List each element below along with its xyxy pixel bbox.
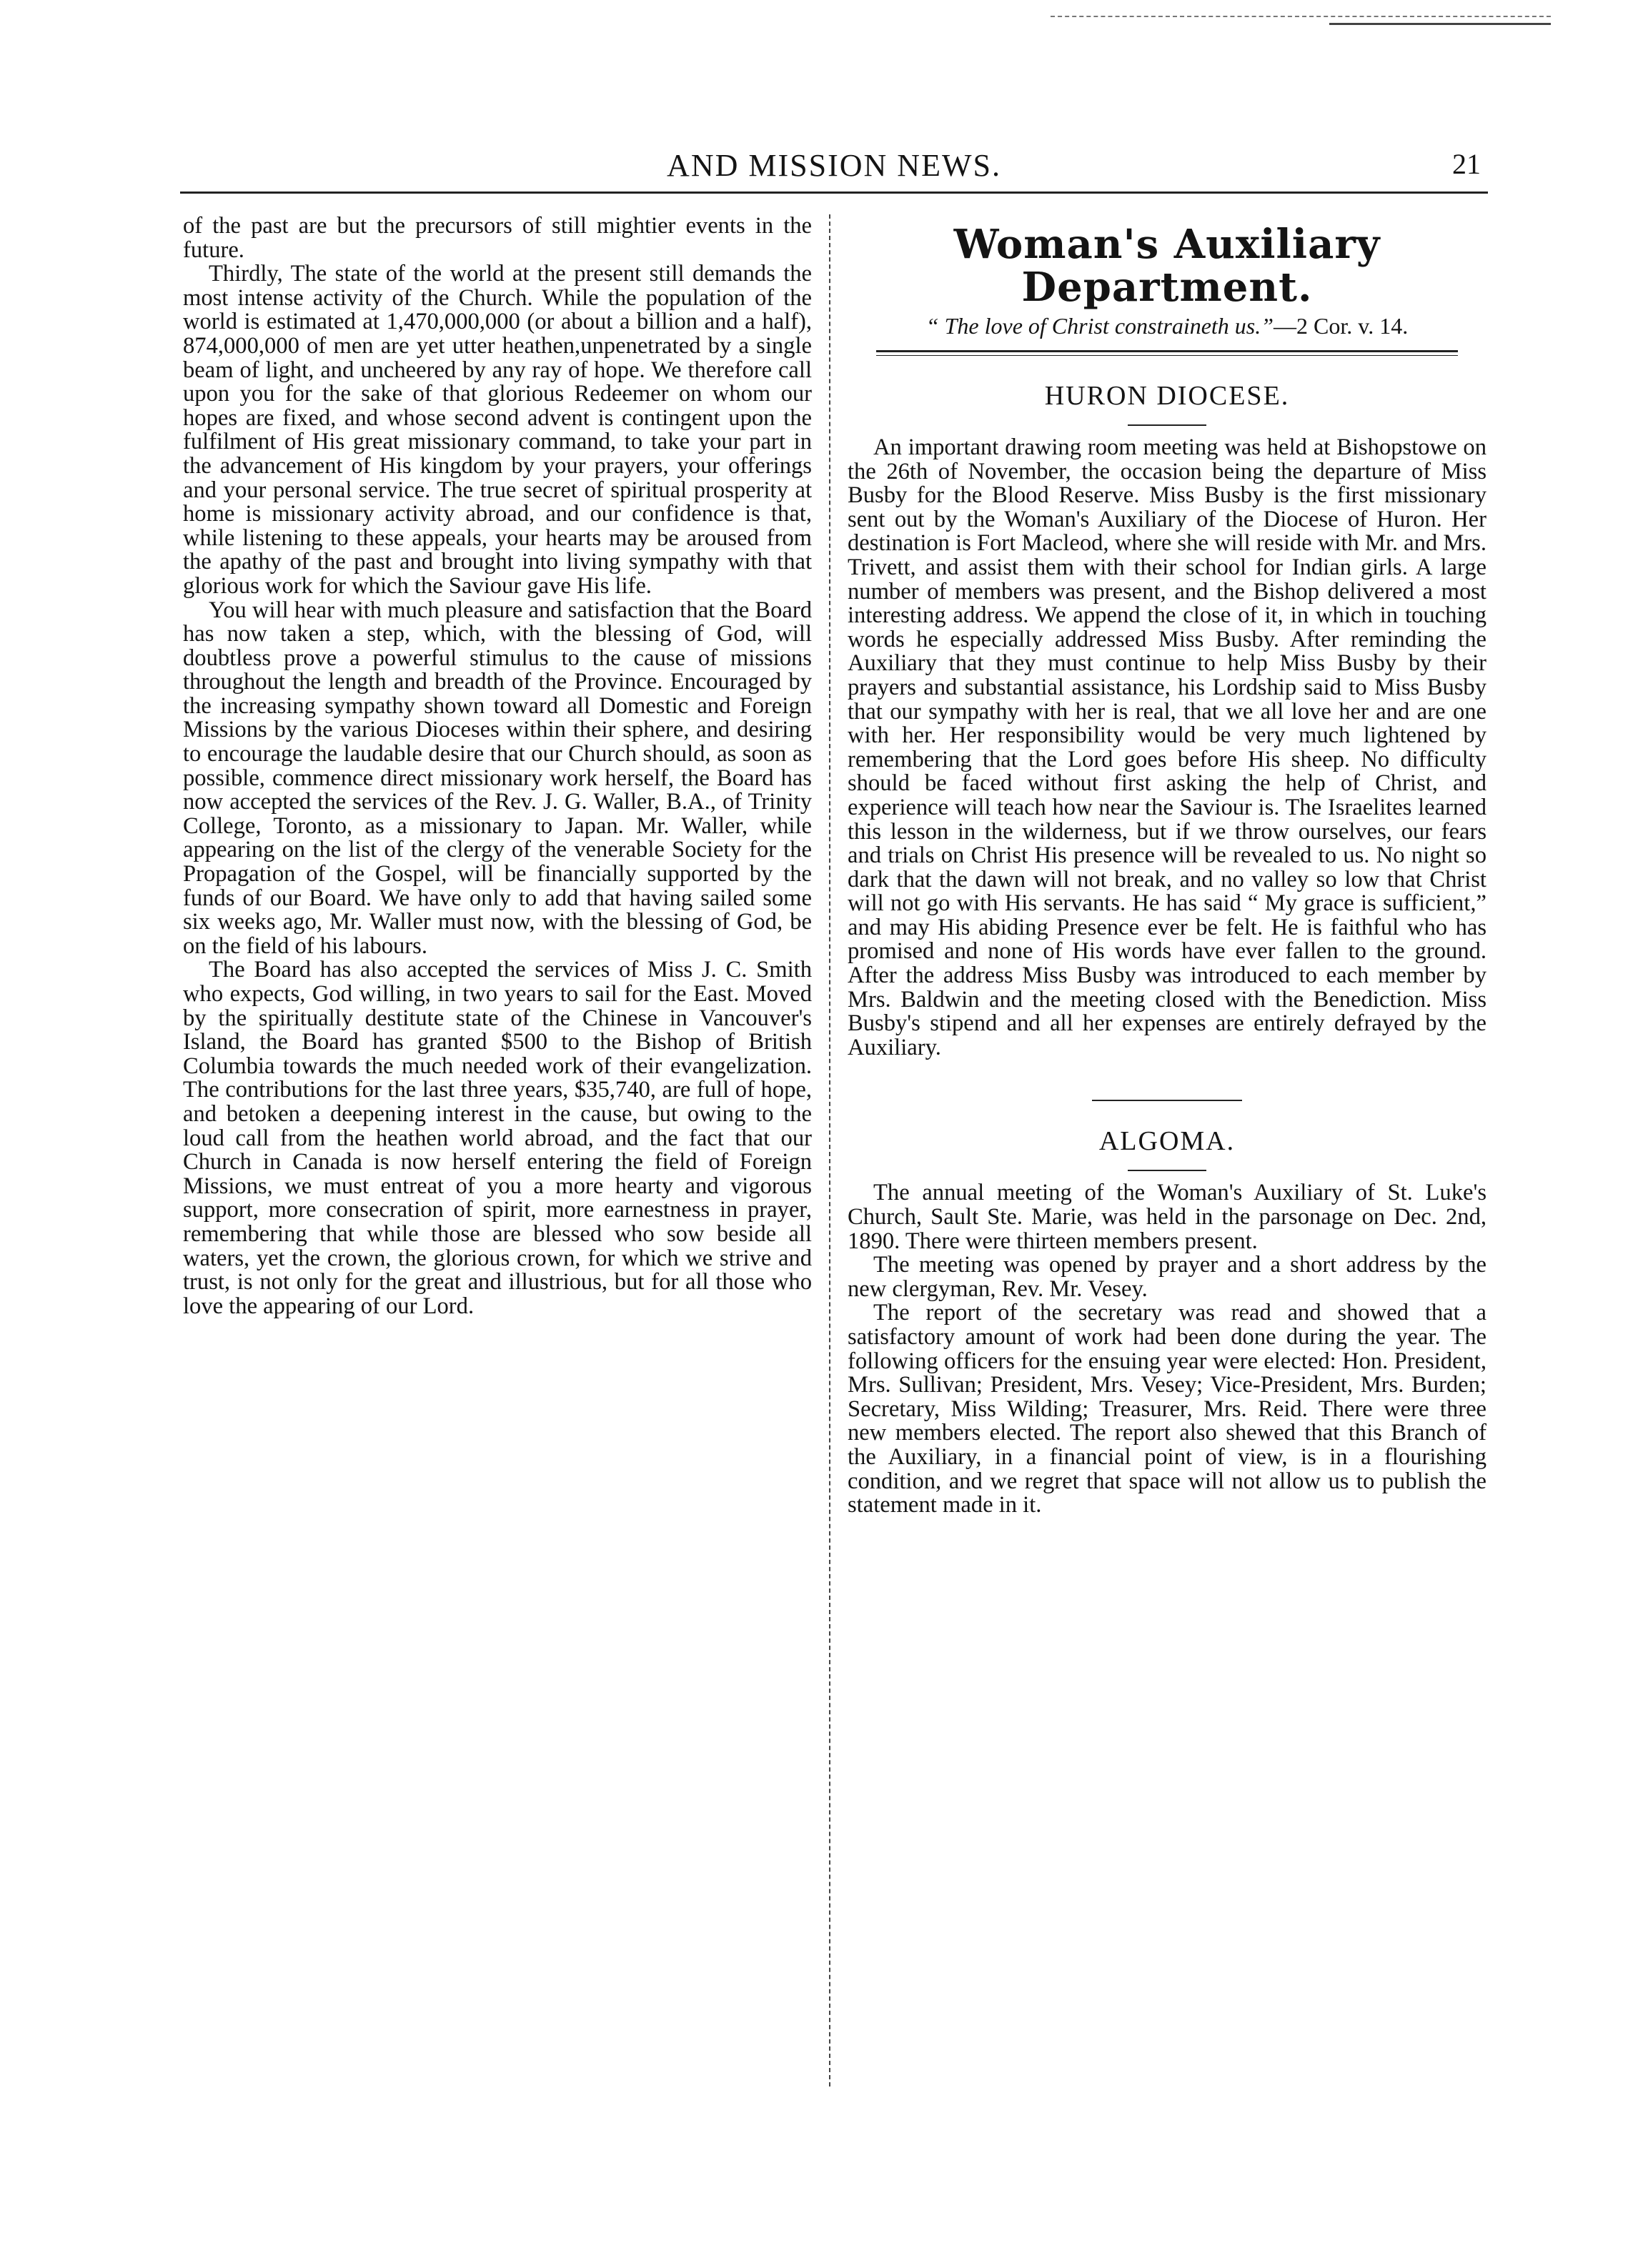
left-paragraph-4: The Board has also accepted the services of Miss J. C. Smith who expects, God willing, in two years to sail for the East. Moved by the spiritually destitute state of the Chinese in Vancouver's Island, the Board has granted $500 to the Bishop of British Columbia towards the much needed work of their evangelization. The contributions for the last three years, $35,740, are full of hope, and betoken a deepening interest in the cause, but owing to the loud call from the heathen world abroad, and the fact that our Church in Canada is now herself entering the field of Foreign Missions, we must entreat of you a more hearty and vigorous support, more consecration of spirit, more earnestness in prayer, remembering that while those are blessed who sow beside all waters, yet the crown, the glorious crown, for which we strive and trust, is not only for the great and illustrious, but for all those who love the appearing of our Lord. xyxy=(183,957,812,1319)
algoma-paragraph-1: The annual meeting of the Woman's Auxiliary of St. Luke's Church, Sault Ste. Marie, was held in the parsonage on Dec. 2nd, 1890. There were thirteen members present. xyxy=(848,1180,1486,1254)
left-paragraph-3: You will hear with much pleasure and satisfaction that the Board has now taken a step, which, with the blessing of God, will doubtless prove a powerful stimulus to the cause of missions throughout the length and breadth of the Province. Encouraged by the increasing sympathy shown toward all Domestic and Foreign Missions by the various Dioceses within their sphere, and desiring to encourage the laudable desire that our Church should, as soon as possible, commence direct missionary work herself, the Board has now accepted the services of the Rev. J. G. Waller, B.A., of Trinity College, Toronto, as a missionary to Japan. Mr. Waller, while appearing on the list of the clergy of the venerable Society for the Propagation of the Gospel, will be financially supported by the funds of our Board. We have only to add that having sailed some six weeks ago, Mr. Waller must now, with the blessing of God, be on the field of his labours. xyxy=(183,597,812,959)
top-edge-rule xyxy=(1329,23,1551,25)
motto-quote: “ The love of Christ constraineth us.” xyxy=(925,313,1274,339)
section-heading-algoma: ALGOMA. xyxy=(1098,1126,1236,1157)
header-rule xyxy=(180,192,1488,194)
left-column xyxy=(183,214,812,1318)
section-rule-algoma xyxy=(1128,1170,1206,1171)
section-rule-huron xyxy=(1128,424,1206,426)
top-edge-mark xyxy=(1051,16,1551,17)
algoma-paragraph-2: The meeting was opened by prayer and a short address by the new clergyman, Rev. Mr. Vesey. xyxy=(848,1252,1486,1302)
section-separator xyxy=(1092,1100,1242,1101)
algoma-paragraph-3: The report of the secretary was read and showed that a satisfactory amount of work had been done during the year. The following officers for the ensuing year were elected: Hon. President, Mrs. Sullivan; President, Mrs. Vesey; Vice-President, Mrs. Burden; Secretary, Miss Wilding; Treasurer, Mrs. Reid. There were three new members elected. The report also shewed that this Branch of the Auxiliary, in a financial point of view, is in a flourishing condition, and we regret that space will not allow us to publish the statement made in it. xyxy=(848,1300,1486,1518)
page-number: 21 xyxy=(1452,148,1481,180)
left-paragraph-1: of the past are but the precursors of still mightier events in the future. xyxy=(183,213,812,263)
column-divider xyxy=(829,214,830,2087)
title-double-rule xyxy=(876,350,1458,356)
huron-paragraph-1: An important drawing room meeting was held at Bishopstowe on the 26th of November, the occasion being the departure of Miss Busby for the Blood Reserve. Miss Busby is the first missionary sent out by the Woman's Auxiliary of the Diocese of Huron. Her destination is Fort Macleod, where she will reside with Mr. and Mrs. Trivett, and assist them with their school for Indian girls. A large number of members was present, and the Bishop delivered a most interesting address. We append the close of it, in which in touching words he especially addressed Miss Busby. After reminding the Auxiliary that they must continue to help Miss Busby by their prayers and substantial assistance, his Lordship said to Miss Busby that our sympathy with her is real, that we all love her and are one with her. Her responsibility would be very much lightened by remembering that the Lord goes before His sheep. No difficulty should be faced without first asking the help of Christ, and experience will teach how near the Saviour is. The Israelites learned this lesson in the wilderness, but if we throw ourselves, our fears and trials on Christ His presence will be revealed to us. No night so dark that the dawn will not break, and no valley so low that Christ will not go with His servants. He has said “ My grace is sufficient,” and may His abiding Presence ever be felt. He is faithful who has promised and none of His words have ever fallen to the ground. After the address Miss Busby was introduced to each member by Mrs. Baldwin and the meeting closed with the Benediction. Miss Busby's stipend and all her expenses are entirely defrayed by the Auxiliary. xyxy=(848,434,1486,1060)
section-heading-huron: HURON DIOCESE. xyxy=(1044,381,1290,411)
motto xyxy=(848,312,1486,340)
running-title: AND MISSION NEWS. xyxy=(667,148,1001,183)
motto-reference: —2 Cor. v. 14. xyxy=(1274,313,1409,339)
department-title: Woman's Auxiliary Department. xyxy=(953,221,1381,311)
page-header xyxy=(180,147,1488,190)
right-column xyxy=(848,214,1486,1518)
left-paragraph-2: Thirdly, The state of the world at the present still demands the most intense activity of the Church. While the population of the world is estimated at 1,470,000,000 (or about a billion and a half), 874,000,000 of men are yet utter heathen,unpenetrated by a single beam of light, and uncheered by any ray of hope. We therefore call upon you for the sake of that glorious Redeemer on whom our hopes are fixed, and whose second advent is contingent upon the fulfilment of His great missionary command, to take your part in the advancement of His kingdom by your prayers, your offerings and your personal service. The true secret of spiritual prosperity at home is missionary activity abroad, and our confidence is that, while listening to these appeals, your hearts may be aroused from the apathy of the past and brought into living sympathy with that glorious work for which the Saviour gave His life. xyxy=(183,261,812,599)
